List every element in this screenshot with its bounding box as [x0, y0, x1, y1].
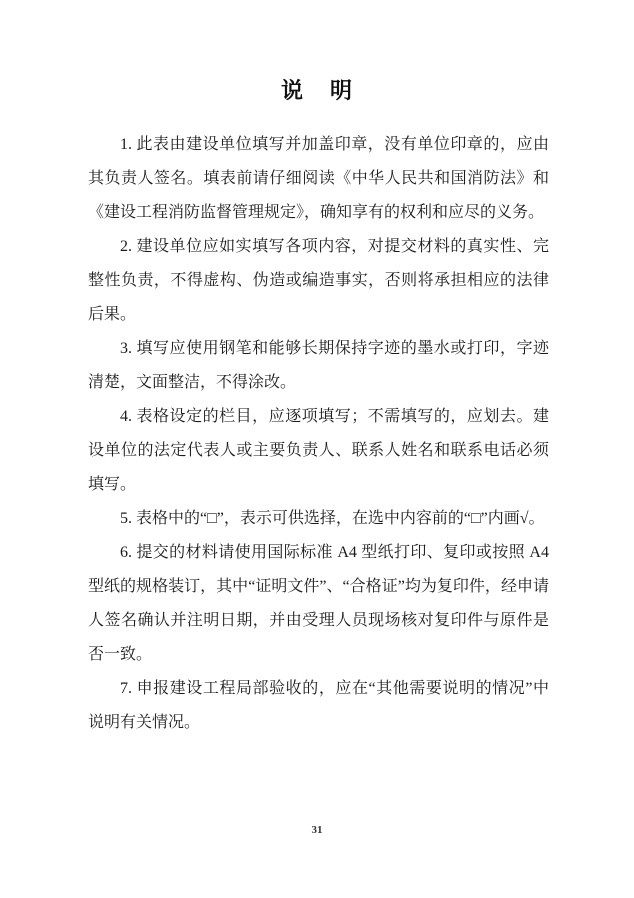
paragraph-7: 7. 申报建设工程局部验收的，应在“其他需要说明的情况”中说明有关情况。	[88, 680, 549, 731]
paragraph-1: 1. 此表由建设单位填写并加盖印章，没有单位印章的，应由其负责人签名。填表前请仔细阅读《中华人民共和国消防法》和《建设工程消防监督管理规定》，确知享有的权利和应尽的义务。	[88, 136, 549, 221]
paragraph-4: 4. 表格设定的栏目，应逐项填写；不需填写的，应划去。建设单位的法定代表人或主要负责人、联系人姓名和联系电话必须填写。	[88, 408, 549, 493]
paragraph-3: 3. 填写应使用钢笔和能够长期保持字迹的墨水或打印，字迹清楚，文面整洁，不得涂改。	[88, 340, 549, 391]
paragraph-2: 2. 建设单位应如实填写各项内容，对提交材料的真实性、完整性负责，不得虚构、伪造或编造事实，否则将承担相应的法律后果。	[88, 238, 549, 323]
paragraph-5: 5. 表格中的“□”，表示可供选择，在选中内容前的“□”内画√。	[120, 510, 545, 527]
paragraph-6: 6. 提交的材料请使用国际标准 A4 型纸打印、复印或按照 A4 型纸的规格装订，其中“证明文件”、“合格证”均为复印件，经申请人签名确认并注明日期，并由受理人员现场核对复印件与原件是否一致。	[88, 544, 549, 663]
page-title: 说 明	[280, 78, 353, 103]
document-body	[88, 128, 549, 740]
page-number: 31	[311, 824, 323, 836]
